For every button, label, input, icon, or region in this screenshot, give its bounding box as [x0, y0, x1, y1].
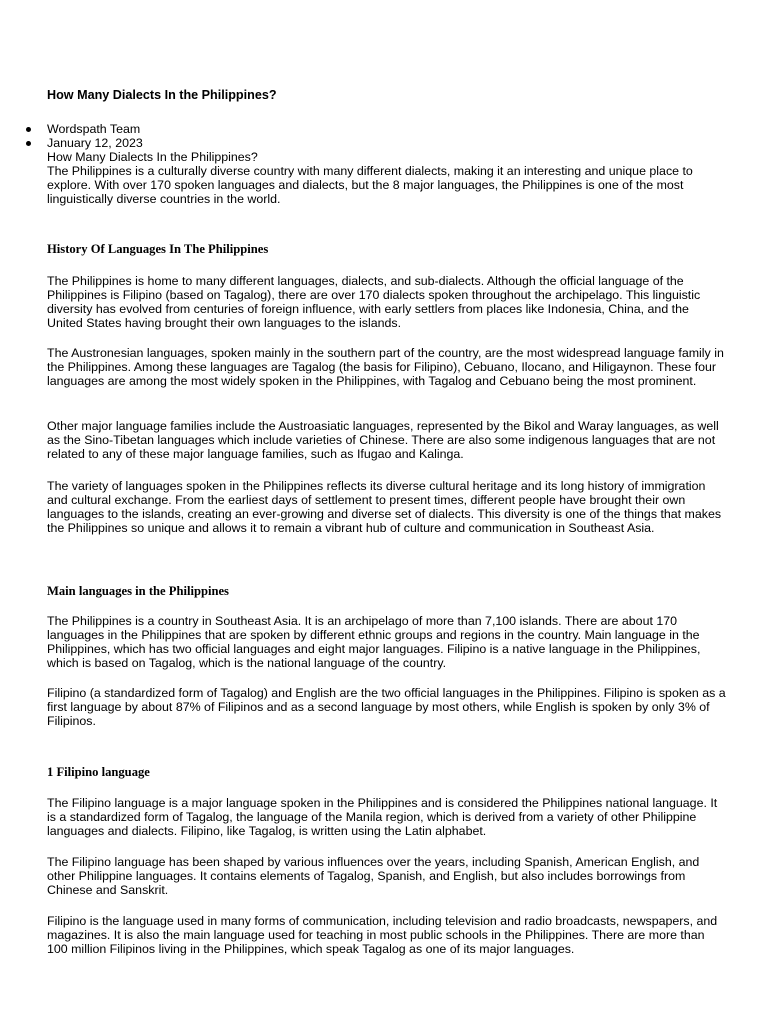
section-heading-filipino-language: 1 Filipino language [47, 765, 150, 779]
paragraph: The Filipino language is a major language spoken in the Philippines and is considered the Philippines national language. It is a standardized form of Tagalog, the language of the Manila region, which is derived from a variety of other Philippine languages and dialects. Filipino, like Tagalog, is written using the Latin alphabet. [47, 796, 718, 838]
paragraph: Filipino is the language used in many forms of communication, including television and radio broadcasts, newspapers, and magazines. It is also the main language used for teaching in most public schools in the Philippines. There are more than 100 million Filipinos living in the Philippines, which speak Tagalog as one of its major languages. [47, 914, 718, 956]
paragraph: The Philippines is home to many different languages, dialects, and sub-dialects. Although the official language of the Philippines is Filipino (based on Tagalog), there are over 170 dialects spoken throughout the archipelago. This linguistic diversity has evolved from centuries of foreign influence, with early settlers from places like Indonesia, China, and the United States having brought their own languages to the islands. [47, 274, 701, 330]
paragraph: Filipino (a standardized form of Tagalog) and English are the two official languages in the Philippines. Filipino is spoken as a first language by about 87% of Filipinos and as a second language by most others, while English is spoken by only 3% of Filipinos. [47, 686, 726, 728]
paragraph: The variety of languages spoken in the Philippines reflects its diverse cultural heritage and its long history of immigration and cultural exchange. From the earliest days of settlement to present times, different people have brought their own languages to the islands, creating an ever-growing and diverse set of dialects. This diversity is one of the things that makes the Philippines so unique and allows it to remain a vibrant hub of culture and communication in Southeast Asia. [47, 479, 722, 535]
publish-date: January 12, 2023 [47, 136, 143, 150]
paragraph: The Austronesian languages, spoken mainly in the southern part of the country, are the most widespread language family in the Philippines. Among these languages are Tagalog (the basis for Filipino), Cebuano, Ilocano, and Hiligaynon. These four languages are among the most widely spoken in the Philippines, with Tagalog and Cebuano being the most prominent. [47, 346, 724, 388]
article-meta-list [47, 122, 143, 150]
bullet-icon [26, 127, 31, 132]
section-heading-main-languages: Main languages in the Philippines [47, 584, 229, 598]
intro-paragraph: The Philippines is a culturally diverse country with many different dialects, making it an interesting and unique place to explore. With over 170 spoken languages and dialects, but the 8 major languages, the Philippines is one of the most linguistically diverse countries in the world. [47, 164, 693, 206]
bullet-icon [26, 141, 31, 146]
paragraph: Other major language families include the Austroasiatic languages, represented by the Bikol and Waray languages, as well as the Sino-Tibetan languages which include varieties of Chinese. There are also some indigenous languages that are not related to any of these major language families, such as Ifugao and Kalinga. [47, 419, 719, 461]
author-item [47, 122, 143, 136]
paragraph: The Philippines is a country in Southeast Asia. It is an archipelago of more than 7,100 islands. There are about 170 languages in the Philippines that are spoken by different ethnic groups and regions in the country. Main language in the Philippines, which has two official languages and eight major languages. Filipino is a native language in the Philippines, which is based on Tagalog, which is the national language of the country. [47, 614, 701, 670]
article-subtitle: How Many Dialects In the Philippines? [47, 150, 258, 164]
author-name: Wordspath Team [47, 122, 141, 136]
section-heading-history: History Of Languages In The Philippines [47, 242, 269, 256]
page-title: How Many Dialects In the Philippines? [47, 88, 277, 102]
paragraph: The Filipino language has been shaped by various influences over the years, including Spanish, American English, and other Philippine languages. It contains elements of Tagalog, Spanish, and English, but also includes borrowings from Chinese and Sanskrit. [47, 855, 700, 897]
date-item [47, 136, 143, 150]
